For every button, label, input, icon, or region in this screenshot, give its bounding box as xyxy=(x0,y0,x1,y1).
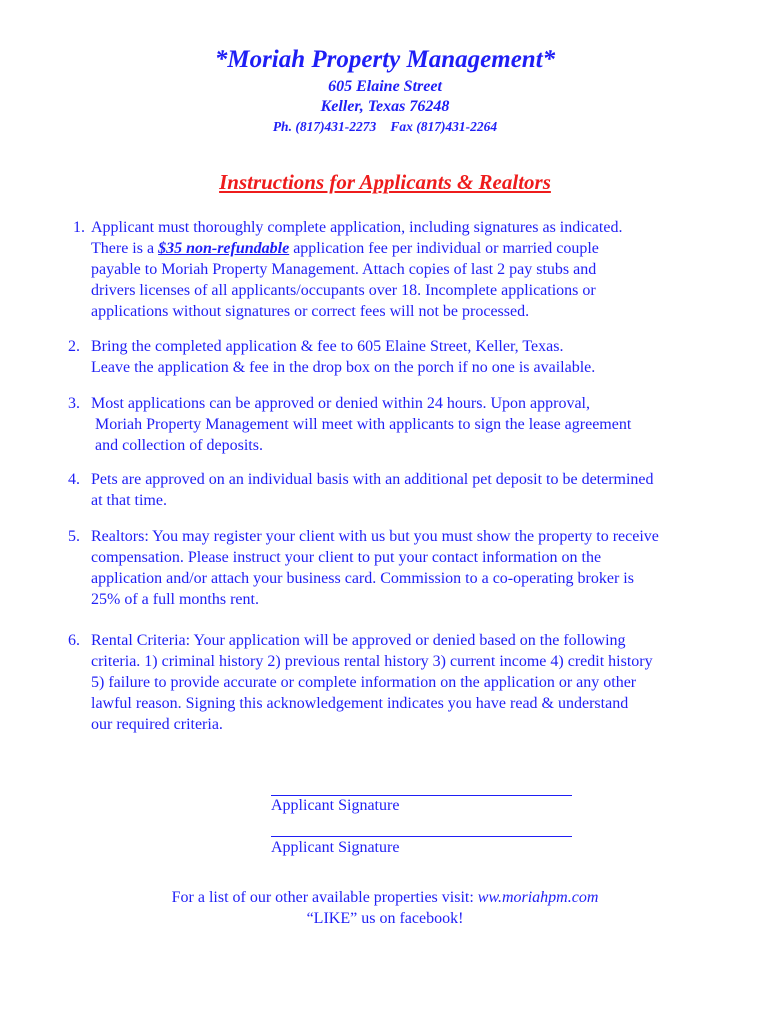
fee-pre-text: There is a xyxy=(91,240,159,257)
item-number: 2. xyxy=(68,338,80,355)
website-link[interactable]: ww.moriahpm.com xyxy=(477,889,599,906)
item-line: Moriah Property Management will meet with applicants to sign the lease agreement xyxy=(95,416,632,433)
item-line: lawful reason. Signing this acknowledgement indicates you have read & understand xyxy=(91,695,629,712)
item-line: application and/or attach your business card. Commission to a co-operating broker is xyxy=(91,570,634,587)
item-line: drivers licenses of all applicants/occupants over 18. Incomplete applications or xyxy=(91,282,596,299)
item-line: and collection of deposits. xyxy=(95,437,263,454)
footer-visit-text: For a list of our other available properties visit: xyxy=(171,889,478,906)
item-line: Pets are approved on an individual basis with an additional pet deposit to be determined xyxy=(91,471,654,488)
item-number: 6. xyxy=(68,632,80,649)
item-line: Most applications can be approved or denied within 24 hours. Upon approval, xyxy=(91,395,590,412)
item-line: at that time. xyxy=(91,492,167,509)
address-city: Keller, Texas 76248 xyxy=(320,98,450,115)
item-line: Rental Criteria: Your application will be approved or denied based on the following xyxy=(91,632,626,649)
application-fee: $35 non-refundable xyxy=(158,240,290,257)
item-number: 1. xyxy=(73,219,85,236)
phone-fax-line xyxy=(0,119,770,135)
signature-line-2[interactable] xyxy=(271,836,572,837)
phone-number: Ph. (817)431-2273 xyxy=(272,119,377,134)
item-line: 5) failure to provide accurate or complete information on the application or any other xyxy=(91,674,637,691)
item-line: 25% of a full months rent. xyxy=(91,591,259,608)
address-street: 605 Elaine Street xyxy=(328,78,442,95)
signature-line-1[interactable] xyxy=(271,795,572,796)
footer-facebook: “LIKE” us on facebook! xyxy=(306,910,464,927)
item-line: applications without signatures or correct fees will not be processed. xyxy=(91,303,530,320)
footer-visit-line xyxy=(0,889,770,907)
fee-post-text: application fee per individual or married couple xyxy=(289,240,599,257)
item-line: compensation. Please instruct your client to put your contact information on the xyxy=(91,549,602,566)
signature-label-1: Applicant Signature xyxy=(271,797,400,814)
fax-number: Fax (817)431-2264 xyxy=(390,119,498,134)
item-line: criteria. 1) criminal history 2) previous rental history 3) current income 4) credit history xyxy=(91,653,653,670)
item-line: Leave the application & fee in the drop box on the porch if no one is available. xyxy=(91,359,596,376)
item-line: payable to Moriah Property Management. Attach copies of last 2 pay stubs and xyxy=(91,261,597,278)
signature-label-2: Applicant Signature xyxy=(271,839,400,856)
item-line: Bring the completed application & fee to 605 Elaine Street, Keller, Texas. xyxy=(91,338,564,355)
item-line: Realtors: You may register your client with us but you must show the property to receive xyxy=(91,528,659,545)
item-line: our required criteria. xyxy=(91,716,223,733)
item-line: Applicant must thoroughly complete application, including signatures as indicated. xyxy=(91,219,623,236)
instructions-title: Instructions for Applicants & Realtors xyxy=(219,170,551,194)
item-line-fee xyxy=(91,238,599,259)
company-name: *Moriah Property Management* xyxy=(214,46,556,73)
item-number: 3. xyxy=(68,395,80,412)
item-number: 4. xyxy=(68,471,80,488)
item-number: 5. xyxy=(68,528,80,545)
